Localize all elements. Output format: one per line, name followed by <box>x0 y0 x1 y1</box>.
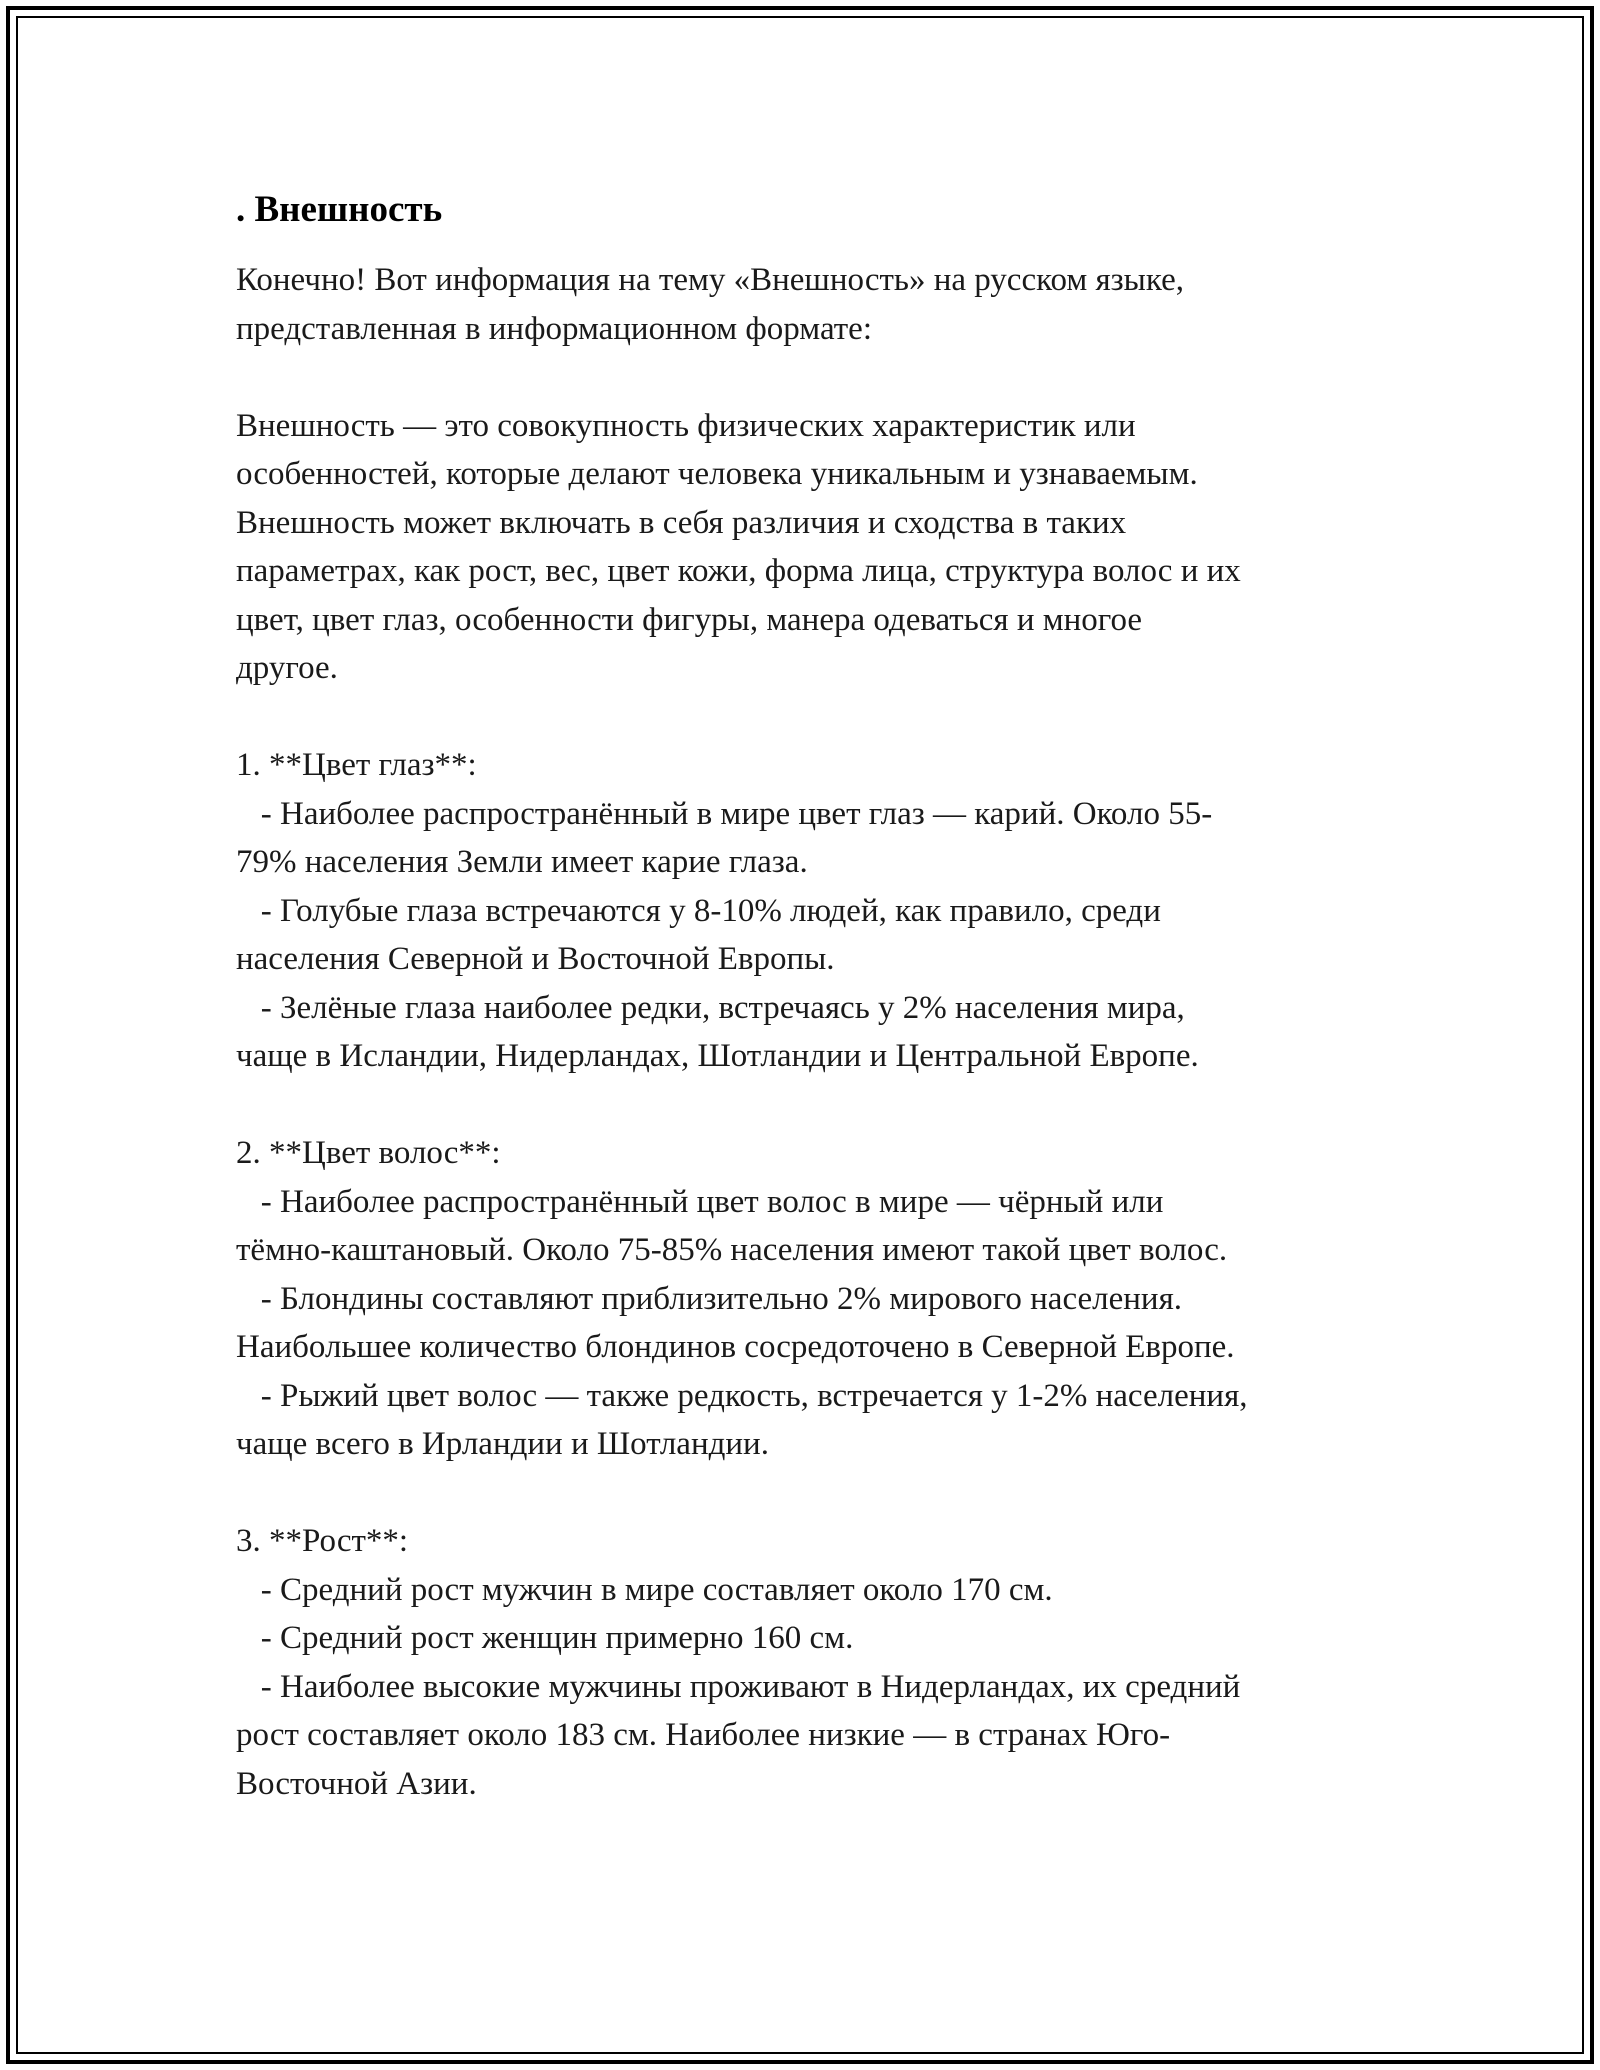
document-title: . Внешность <box>236 189 443 230</box>
section-height: 3. **Рост**: - Средний рост мужчин в мире составляет около 170 см. - Средний рост женщин примерно 160 см. - Наиболее высокие мужчины проживают в Нидерландах, их средний рост составляет около 183 см. Наиболее низкие — в странах Юго- Восточной Азии. <box>236 1523 1241 1802</box>
paragraph-spacer <box>236 353 1376 402</box>
paragraph-spacer <box>236 693 1376 742</box>
section-eye-color: 1. **Цвет глаз**: - Наиболее распространённый в мире цвет глаз — карий. Около 55- 79% населения Земли имеет карие глаза. - Голубые глаза встречаются у 8-10% людей, как правило, среди населения Северной и Восточной Европы. - Зелёные глаза наиболее редки, встречаясь у 2% населения мира, чаще в Исландии, Нидерландах, Шотландии и Центральной Европе. <box>236 747 1213 1074</box>
paragraph-spacer <box>236 1081 1376 1130</box>
document-body <box>236 186 1376 1808</box>
definition-paragraph: Внешность — это совокупность физических характеристик или особенностей, которые делают человека уникальным и узнаваемым. Внешность может включать в себя различия и сходства в таких параметрах, как рост, вес, цвет кожи, форма лица, структура волос и их цвет, цвет глаз, особенности фигуры, манера одеваться и многое другое. <box>236 407 1241 686</box>
section-hair-color: 2. **Цвет волос**: - Наиболее распространённый цвет волос в мире — чёрный или тёмно-каштановый. Около 75-85% населения имеют такой цвет волос. - Блондины составляют приблизительно 2% мирового населения. Наибольшее количество блондинов сосредоточено в Северной Европе. - Рыжий цвет волос — также редкость, встречается у 1-2% населения, чаще всего в Ирландии и Шотландии. <box>236 1135 1248 1462</box>
paragraph-spacer <box>236 1469 1376 1518</box>
intro-paragraph: Конечно! Вот информация на тему «Внешность» на русском языке, представленная в информационном формате: <box>236 262 1184 347</box>
